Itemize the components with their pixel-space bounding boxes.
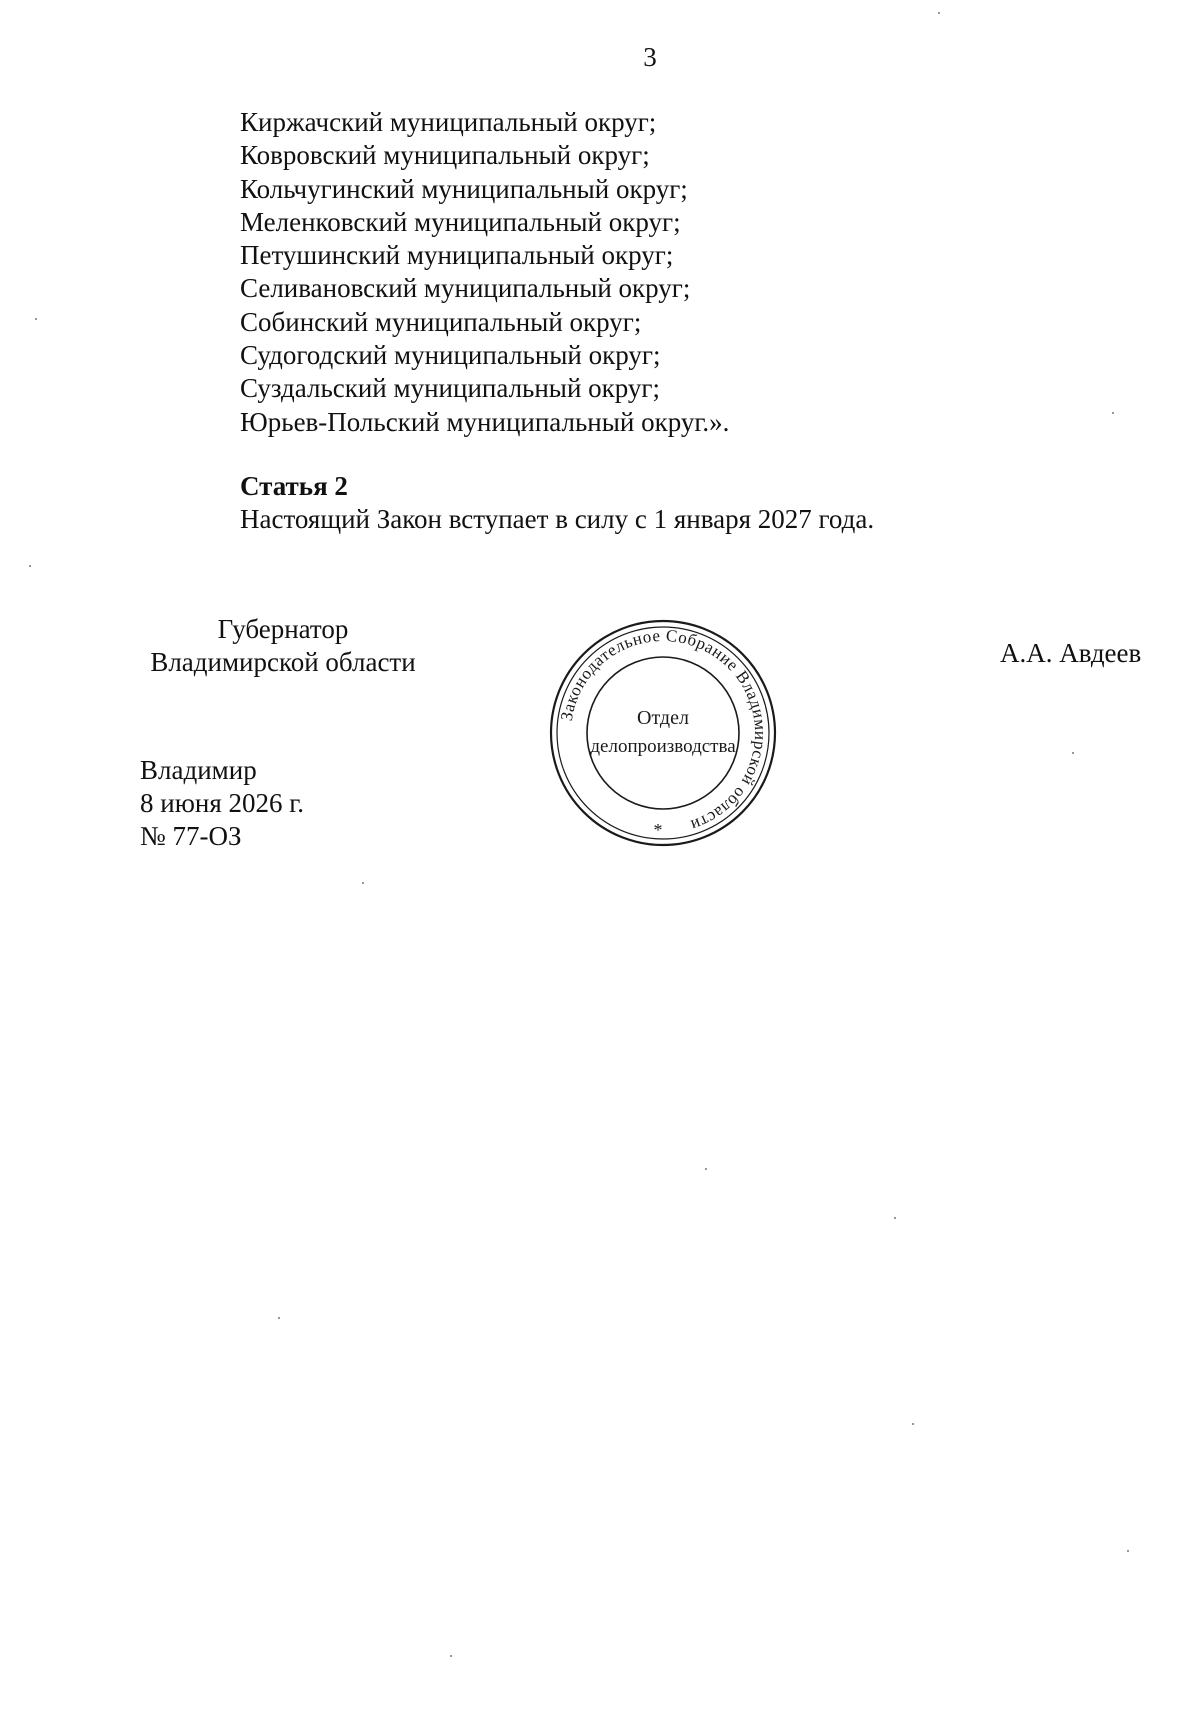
scan-speck <box>35 318 37 320</box>
signer-name: А.А. Авдеев <box>1000 638 1142 668</box>
district-item: Петушинский муниципальный округ; <box>240 240 674 271</box>
official-stamp <box>548 618 778 848</box>
article-heading: Статья 2 <box>240 471 348 501</box>
district-item: Меленковский муниципальный округ; <box>240 206 681 237</box>
district-item: Собинский муниципальный округ; <box>240 306 642 337</box>
district-item: Кольчугинский муниципальный округ; <box>240 173 688 204</box>
law-date: 8 июня 2026 г. <box>140 788 305 818</box>
district-item: Суздальский муниципальный округ; <box>240 373 660 404</box>
law-details <box>140 754 304 853</box>
scan-speck <box>1112 412 1114 414</box>
stamp-star-icon: * <box>653 820 663 840</box>
scan-speck <box>912 1423 914 1425</box>
scan-speck <box>938 12 940 14</box>
page-number: 3 <box>643 42 657 72</box>
signer-position <box>138 613 428 679</box>
district-item: Селивановский муниципальный округ; <box>240 273 691 304</box>
signer-position-line2: Владимирской области <box>150 647 416 677</box>
district-item: Киржачский муниципальный округ; <box>240 107 657 137</box>
stamp-center-line1: Отдел <box>637 707 689 729</box>
scan-speck <box>894 1217 896 1219</box>
article-text: Настоящий Закон вступает в силу с 1 января 2027 года. <box>240 504 875 534</box>
scan-speck <box>1072 752 1074 754</box>
scan-speck <box>29 565 31 567</box>
district-item: Ковровский муниципальный округ; <box>240 140 650 171</box>
district-list <box>240 106 729 439</box>
scan-speck <box>362 882 364 884</box>
scan-speck <box>705 1168 707 1170</box>
stamp-ring-text: Законодательное Собрание Владимирской области <box>556 625 771 836</box>
law-number: № 77-ОЗ <box>140 821 242 851</box>
law-city: Владимир <box>140 755 257 785</box>
district-item: Судогодский муниципальный округ; <box>240 340 661 371</box>
district-item: Юрьев-Польский муниципальный округ.». <box>240 406 730 437</box>
scan-speck <box>1127 1550 1129 1552</box>
article-2 <box>240 470 874 536</box>
scan-speck <box>450 1655 452 1657</box>
stamp-seal-icon <box>548 618 778 848</box>
stamp-center-line2: делопроизводства <box>590 736 736 757</box>
scan-speck <box>278 1317 280 1319</box>
signer-position-line1: Губернатор <box>217 614 349 644</box>
